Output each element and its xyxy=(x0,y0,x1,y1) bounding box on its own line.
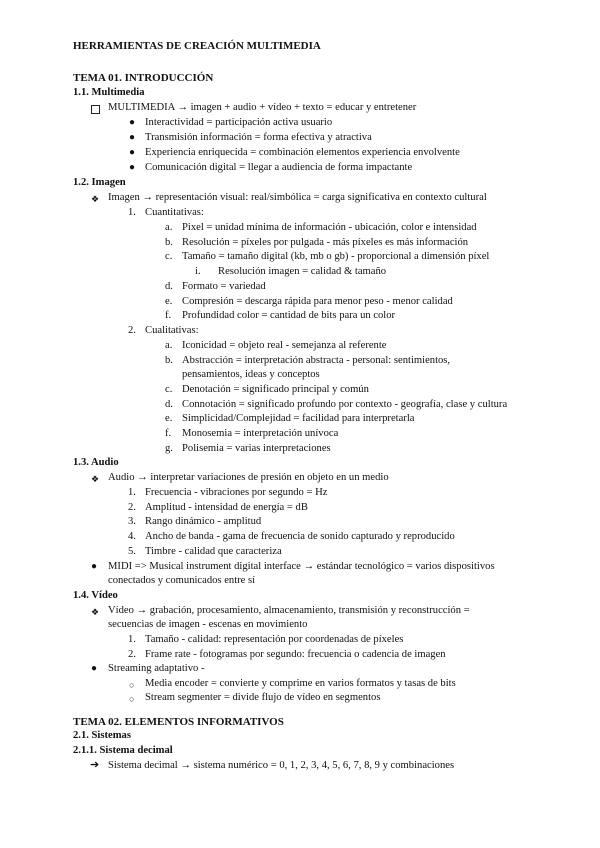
list-letter: c. xyxy=(165,251,173,262)
multimedia-bullet: Comunicación digital = llegar a audiencia de forma impactante xyxy=(145,162,413,173)
list-letter: b. xyxy=(165,237,173,248)
list-letter: c. xyxy=(165,384,173,395)
section-1-3-heading: 1.3. Audio xyxy=(73,457,119,468)
multimedia-bullet: Transmisión información = forma efectiva y atractiva xyxy=(145,132,372,143)
cuantitativas-item: Compresión = descarga rápida para menor peso - menor calidad xyxy=(182,296,453,307)
list-letter: f. xyxy=(165,310,172,321)
list-number: 5. xyxy=(128,546,136,557)
cualitativas-label: Cualitativas: xyxy=(145,325,199,336)
list-number: 4. xyxy=(128,531,136,542)
cuantitativas-label: Cuantitativas: xyxy=(145,207,204,218)
multimedia-bullet: Interactividad = participación activa usuario xyxy=(145,117,333,128)
list-letter: a. xyxy=(165,340,173,351)
bullet-dot-icon: ● xyxy=(129,162,136,173)
list-number: 1. xyxy=(128,207,136,218)
list-letter: d. xyxy=(165,281,173,292)
cualitativas-item: Abstracción = interpretación abstracta - personal: sentimientos, xyxy=(182,355,451,366)
tema-01-title: TEMA 01. INTRODUCCIÓN xyxy=(73,72,214,84)
tema-02-title: TEMA 02. ELEMENTOS INFORMATIVOS xyxy=(73,716,284,728)
list-letter: f. xyxy=(165,428,172,439)
cualitativas-item: Polisemia = varias interpretaciones xyxy=(182,443,331,454)
imagen-intro: Imagen → representación visual: real/simbólica = carga significativa en contexto cultural xyxy=(108,192,487,203)
checkbox-icon xyxy=(91,105,100,114)
video-intro-continuation: secuencias de imagen - escenas en movimiento xyxy=(108,619,308,630)
audio-item: Rango dinámico - amplitud xyxy=(145,516,262,527)
list-letter: d. xyxy=(165,399,173,410)
cualitativas-item-continuation: pensamientos, ideas y conceptos xyxy=(182,369,320,380)
list-letter: e. xyxy=(165,413,173,424)
document-title: HERRAMIENTAS DE CREACIÓN MULTIMEDIA xyxy=(73,40,321,52)
bullet-dot-icon: ● xyxy=(91,561,98,572)
section-2-1-heading: 2.1. Sistemas xyxy=(73,730,131,741)
diamond-bullet-icon: ❖ xyxy=(91,607,100,617)
streaming-item: Streaming adaptativo - xyxy=(108,663,205,674)
audio-item: Timbre - calidad que caracteriza xyxy=(145,546,282,557)
circle-bullet-icon: ○ xyxy=(129,694,135,704)
list-letter: a. xyxy=(165,222,173,233)
bullet-dot-icon: ● xyxy=(91,663,98,674)
list-number: 1. xyxy=(128,487,136,498)
list-number: 2. xyxy=(128,502,136,513)
section-1-4-heading: 1.4. Vídeo xyxy=(73,590,118,601)
midi-item: MIDI => Musical instrument digital interface → estándar tecnológico = varios dispositivos xyxy=(108,561,495,572)
arrow-bullet-icon: ➔ xyxy=(90,759,100,771)
section-1-1-heading: 1.1. Multimedia xyxy=(73,87,145,98)
multimedia-item: MULTIMEDIA → imagen + audio + vídeo + texto = educar y entretener xyxy=(108,102,417,113)
section-2-1-1-heading: 2.1.1. Sistema decimal xyxy=(73,745,173,756)
list-number: 3. xyxy=(128,516,136,527)
multimedia-bullet: Experiencia enriquecida = combinación elementos experiencia envolvente xyxy=(145,147,460,158)
cualitativas-item: Simplicidad/Complejidad = facilidad para interpretarla xyxy=(182,413,415,424)
section-1-2-heading: 1.2. Imagen xyxy=(73,177,126,188)
audio-item: Ancho de banda - gama de frecuencia de sonido capturado y reproducido xyxy=(145,531,455,542)
audio-item: Amplitud - intensidad de energía = dB xyxy=(145,502,308,513)
cuantitativas-item: Formato = variedad xyxy=(182,281,266,292)
streaming-sub-item: Stream segmenter = divide flujo de vídeo en segmentos xyxy=(145,692,381,703)
list-letter: e. xyxy=(165,296,173,307)
cuantitativas-item: Pixel = unidad mínima de información - ubicación, color e intensidad xyxy=(182,222,477,233)
list-number: 2. xyxy=(128,649,136,660)
cuantitativas-item: Profundidad color = cantidad de bits para un color xyxy=(182,310,396,321)
list-letter: g. xyxy=(165,443,173,454)
circle-bullet-icon: ○ xyxy=(129,680,135,690)
cualitativas-item: Connotación = significado profundo por contexto - geografía, clase y cultura xyxy=(182,399,508,410)
audio-item: Frecuencia - vibraciones por segundo = Hz xyxy=(145,487,328,498)
list-number: 2. xyxy=(128,325,136,336)
video-intro: Vídeo → grabación, procesamiento, almacenamiento, transmisión y reconstrucción = xyxy=(108,605,470,616)
bullet-dot-icon: ● xyxy=(129,132,136,143)
bullet-dot-icon: ● xyxy=(129,147,136,158)
bullet-dot-icon: ● xyxy=(129,117,136,128)
list-letter: b. xyxy=(165,355,173,366)
cuantitativas-item: Tamaño = tamaño digital (kb, mb o gb) - proporcional a dimensión píxel xyxy=(182,251,490,262)
cuantitativas-item: Resolución = píxeles por pulgada - más píxeles es más información xyxy=(182,237,469,248)
list-number: 1. xyxy=(128,634,136,645)
video-item: Tamaño - calidad: representación por coordenadas de píxeles xyxy=(145,634,404,645)
streaming-sub-item: Media encoder = convierte y comprime en varios formatos y tasas de bits xyxy=(145,678,456,689)
audio-intro: Audio → interpretar variaciones de presión en objeto en un medio xyxy=(108,472,389,483)
list-roman: i. xyxy=(195,266,201,277)
video-item: Frame rate - fotogramas por segundo: frecuencia o cadencia de imagen xyxy=(145,649,446,660)
cuantitativas-sub-item: Resolución imagen = calidad & tamaño xyxy=(218,266,387,277)
diamond-bullet-icon: ❖ xyxy=(91,194,100,204)
diamond-bullet-icon: ❖ xyxy=(91,474,100,484)
cualitativas-item: Iconicidad = objeto real - semejanza al referente xyxy=(182,340,387,351)
cualitativas-item: Denotación = significado principal y común xyxy=(182,384,369,395)
decimal-item: Sistema decimal → sistema numérico = 0, 1, 2, 3, 4, 5, 6, 7, 8, 9 y combinaciones xyxy=(108,760,455,771)
cualitativas-item: Monosemia = interpretación unívoca xyxy=(182,428,339,439)
midi-item-continuation: conectados y comunicados entre sí xyxy=(108,575,256,586)
